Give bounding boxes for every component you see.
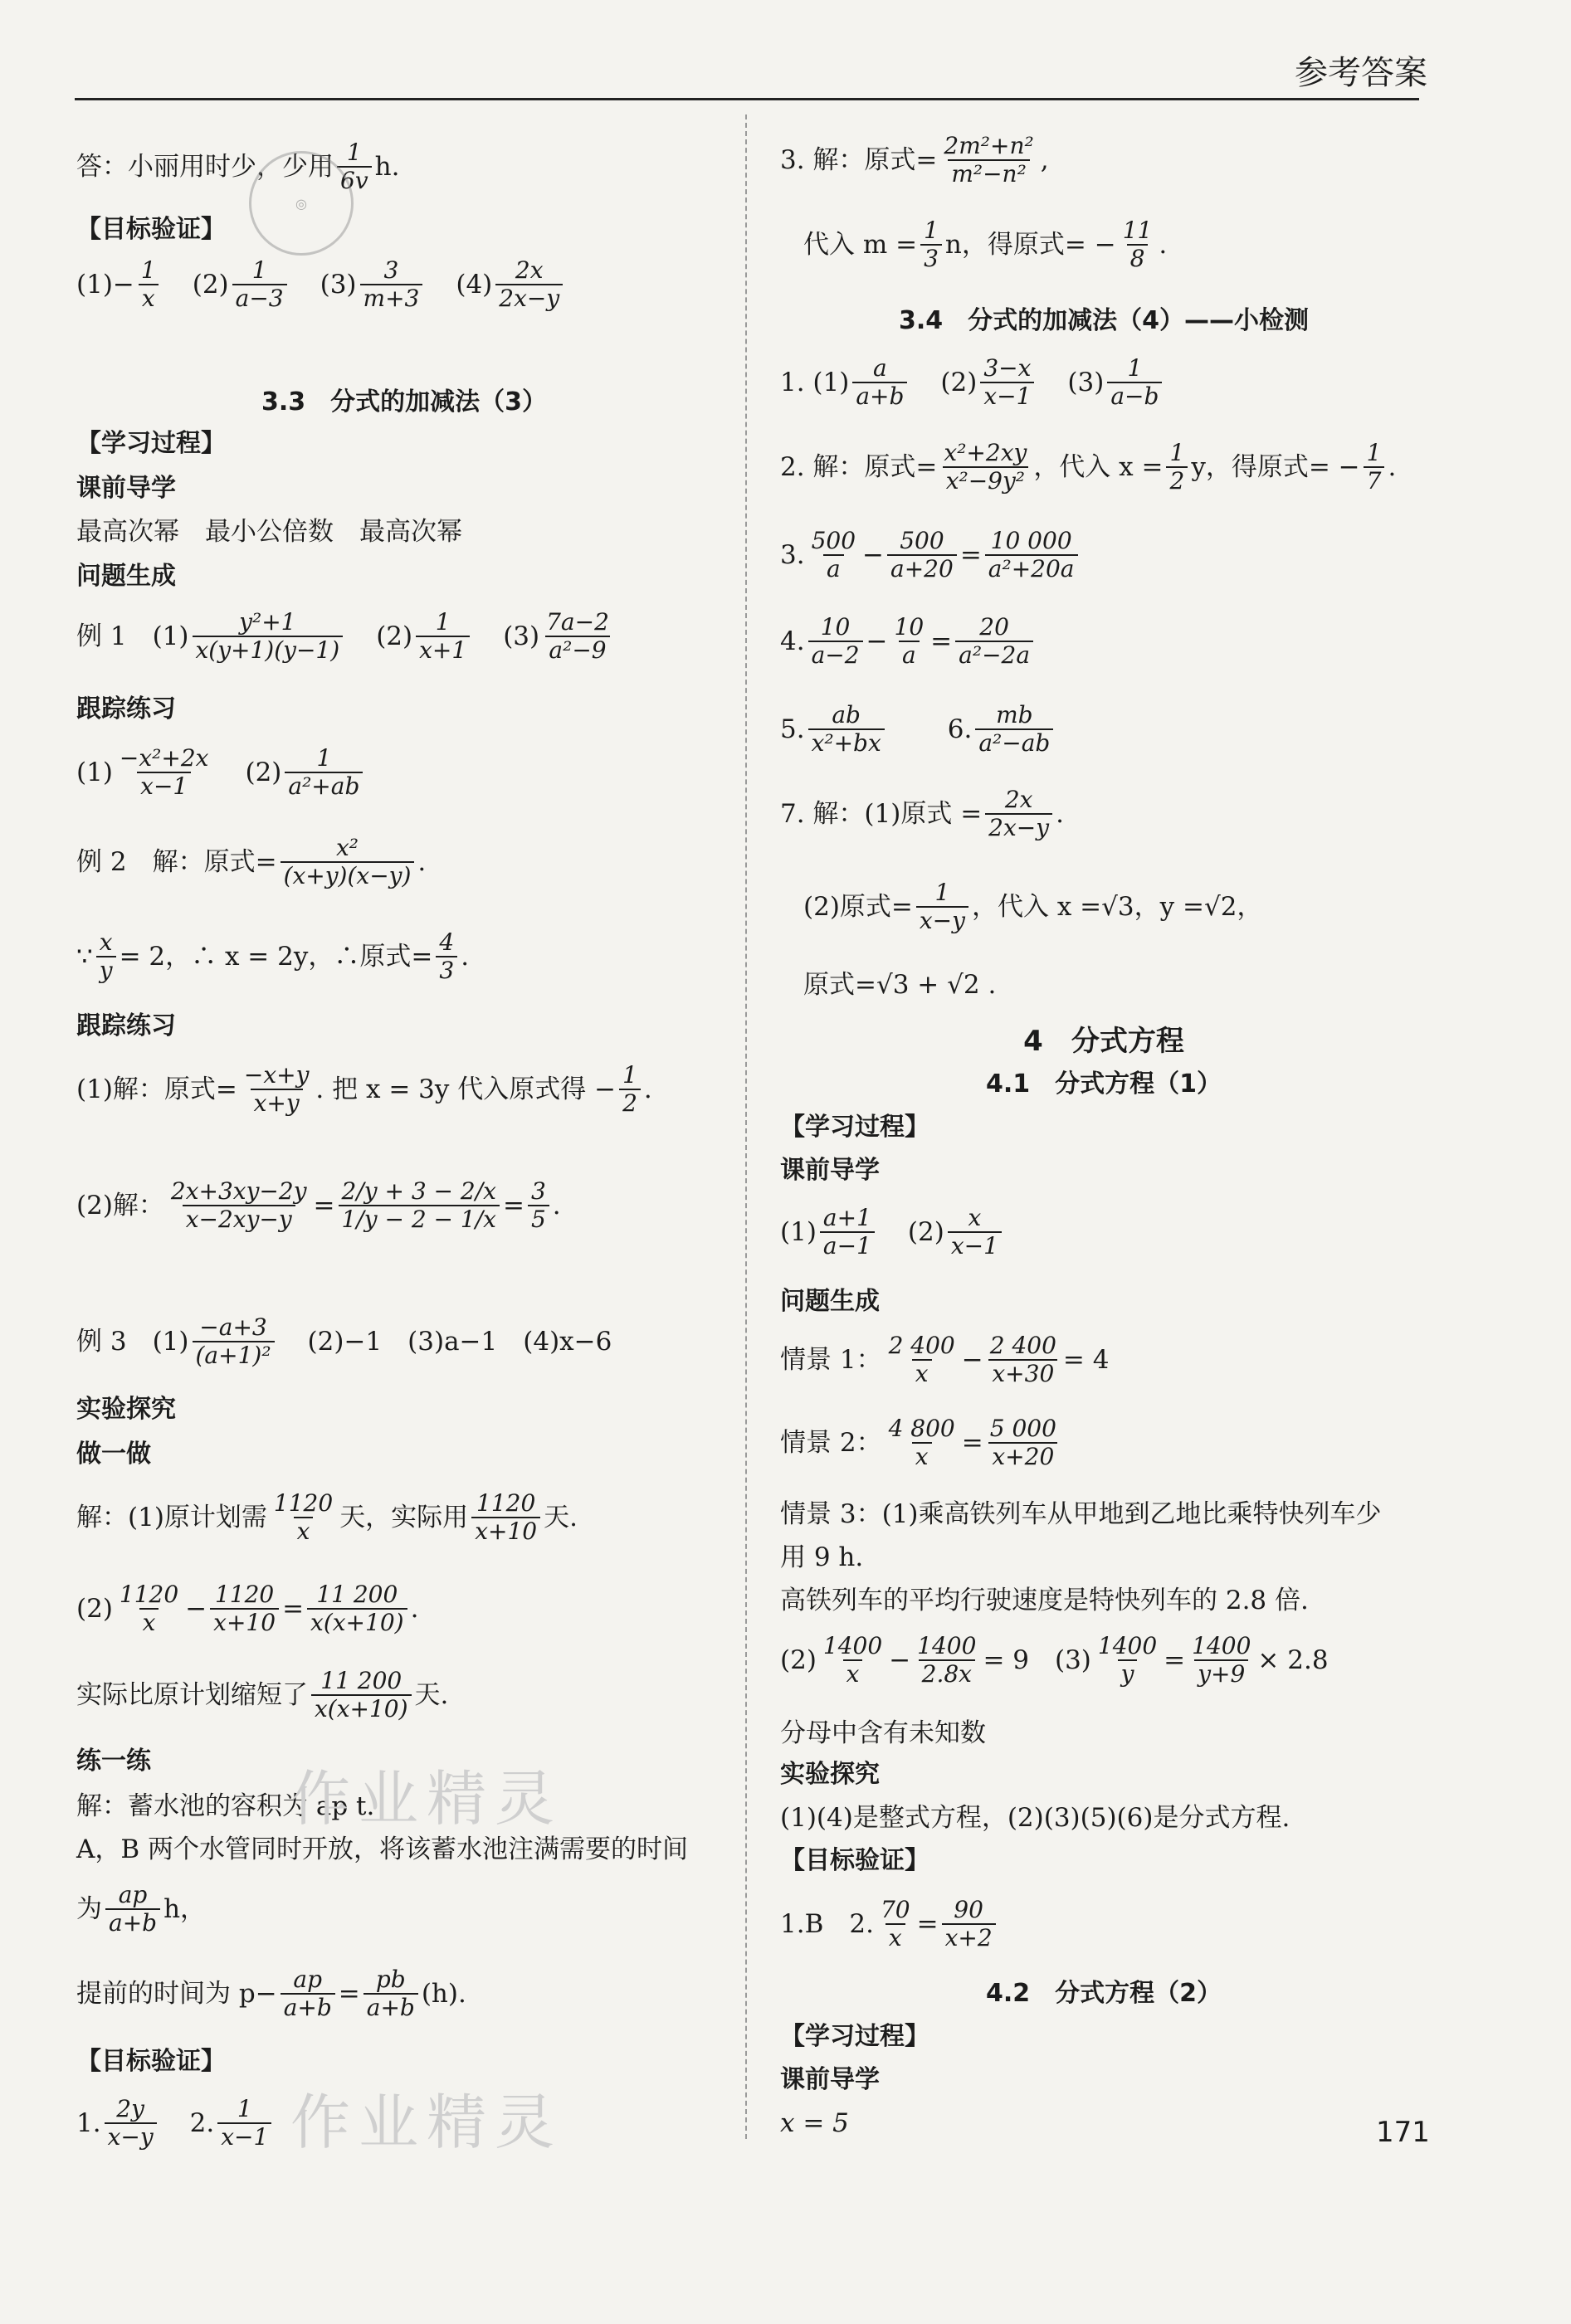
goal-heading-r: 【目标验证】 xyxy=(780,1846,929,1875)
pre-study-answers: (1) $\frac{a+1}{a-1}$ (2) $\frac{x}{x-1}$ xyxy=(780,1205,1005,1259)
example-2-solution: ∵ $\frac{x}{y}$ = 2，∴ x = 2y，∴原式= $\frac{4}{3}$ . xyxy=(76,928,470,985)
example-1: 例 1 (1) $\frac{\text{y²+1}}{x(y+1)(y-1)}$ (2) $\frac{1}{x+1}$ (3) $\frac{7a-2}{\text{a²−9}}$ xyxy=(76,608,609,665)
section-4-2-title: 4.2 分式方程（2） xyxy=(985,1979,1222,2008)
experiment-heading: 实验探究 xyxy=(76,1395,176,1424)
quiz-3: 3. $\frac{500}{a}$ − $\frac{500}{a+20}$ = $\frac{10 000}{\text{a²+20a}}$ xyxy=(780,528,1081,582)
page-header-title: 参考答案 xyxy=(1295,54,1427,92)
problem-heading: 问题生成 xyxy=(76,562,176,591)
practice-line-4: 提前的时间为 p− $\frac{ap}{a+b}$ = $\frac{pb}{a+b}$ (h). xyxy=(76,1966,466,2022)
learning-process-heading: 【学习过程】 xyxy=(76,429,226,458)
answer-line xyxy=(76,139,399,194)
quiz-7b: (2)原式= $\frac{1}{x-y}$ ，代入 x =√3，y =√2， xyxy=(803,879,1263,935)
answer-unit: h. xyxy=(374,151,400,182)
do-it-line-2: (2) $\frac{1120}{x}$ − $\frac{1120}{x+10}$ = $\frac{11 200}{x(x+10)}$ . xyxy=(76,1581,419,1637)
scenario-3-line-3: 高铁列车的平均行驶速度是特快列车的 2.8 倍. xyxy=(780,1586,1309,1615)
section-3-4-title: 3.4 分式的加减法（4）——小检测 xyxy=(898,306,1310,335)
pre-study-heading-r2: 课前导学 xyxy=(780,2065,880,2094)
do-it-line-3: 实际比原计划缩短了 $\frac{11 200}{x(x+10)}$ 天. xyxy=(76,1667,449,1723)
tracking-answer-2a: (1)解：原式= $\frac{-x+y}{x+y}$ . 把 x = 3y 代入原式得 − $\frac{1}{2}$ . xyxy=(76,1061,652,1118)
learning-process-heading-r2: 【学习过程】 xyxy=(780,2022,929,2051)
header-rule xyxy=(75,98,1419,100)
scenario-3-line-1: 情景 3：(1)乘高铁列车从甲地到乙地比乘特快列车少 xyxy=(780,1499,1382,1529)
fraction: $\frac{1}{6v}$ xyxy=(337,139,372,194)
learning-process-heading-r: 【学习过程】 xyxy=(780,1113,929,1142)
goal-answers-2: 1. $\frac{2y}{x-y}$ 2. $\frac{1}{x-1}$ xyxy=(76,2096,275,2151)
tracking-answer-2b: (2)解： $\frac{2x+3xy-2y}{x-2xy-y}$ = $\frac{2/y + 3 - 2/x}{1/y - 2 - 1/x}$ = $\frac{3}{5}$ . xyxy=(76,1177,561,1234)
answer-text: 答：小丽用时少，少用 xyxy=(76,151,334,182)
pre-study-heading-r: 课前导学 xyxy=(780,1156,880,1185)
scenario-1: 情景 1： $\frac{2 400}{x}$ − $\frac{2 400}{x+30}$ = 4 xyxy=(780,1332,1110,1388)
answer-3: 3. 解：原式= $\frac{\text{2m²+n²}}{\text{m²−n²}}$ , xyxy=(780,132,1049,188)
experiment-text: (1)(4)是整式方程，(2)(3)(5)(6)是分式方程. xyxy=(780,1803,1290,1833)
section-4-1-title: 4.1 分式方程（1） xyxy=(985,1069,1222,1099)
quiz-7c: 原式=√3 + √2 . xyxy=(803,970,997,1000)
practice-line-1: 解：蓄水池的容积为 ap t. xyxy=(76,1791,375,1821)
chapter-4-title: 4 分式方程 xyxy=(1023,1025,1184,1058)
practice-heading: 练一练 xyxy=(76,1747,151,1776)
scenario-2: 情景 2： $\frac{4 800}{x}$ = $\frac{5 000}{x+20}$ xyxy=(780,1415,1056,1471)
watermark-2: 作业精灵 xyxy=(290,2088,564,2157)
quiz-5-6: 5. $\frac{ab}{\text{x²+bx}}$ 6. $\frac{mb}{\text{a²−ab}}$ xyxy=(780,702,1056,757)
pre-study-text: 最高次幂 最小公倍数 最高次幂 xyxy=(76,517,462,547)
scenario-3-equations: (2) $\frac{1400}{x}$ − $\frac{1400}{2.8x}$ = 9 (3) $\frac{1400}{y}$ = $\frac{1400}{y+9}$ × 2.8 xyxy=(780,1632,1329,1688)
quiz-1: 1. (1) $\frac{a}{a+b}$ (2) $\frac{3-x}{x-1}$ (3) $\frac{1}{a-b}$ xyxy=(780,355,1165,410)
do-it-heading: 做一做 xyxy=(76,1440,151,1469)
tracking-answers-1: (1) $\frac{\text{−x²+2x}}{x-1}$ (2) $\frac{1}{\text{a²+ab}}$ xyxy=(76,745,366,800)
example-3: 例 3 (1) $\frac{-a+3}{\text{(a+1)²}}$ (2)−1 (3)a−1 (4)x−6 xyxy=(76,1313,612,1370)
pre-study-heading: 课前导学 xyxy=(76,474,176,503)
practice-line-3: 为 $\frac{ap}{a+b}$ h， xyxy=(76,1881,207,1937)
pre-study-answer-r2: x = 5 xyxy=(780,2108,849,2138)
quiz-7: 7. 解：(1)原式 = $\frac{2x}{2x-y}$ . xyxy=(780,786,1064,842)
problem-heading-r: 问题生成 xyxy=(780,1287,880,1316)
goal-heading-1: 【目标验证】 xyxy=(76,215,226,244)
quiz-2: 2. 解：原式= $\frac{\text{x²+2xy}}{\text{x²−9y²}}$ ，代入 x = $\frac{1}{2}$ y，得原式= − $\frac{1}{7}$ . xyxy=(780,439,1397,495)
section-3-3-title: 3.3 分式的加减法（3） xyxy=(261,387,548,417)
example-2: 例 2 解：原式= $\frac{\text{x²}}{(x+y)(x-y)}$ . xyxy=(76,834,427,890)
answer-3-substitute: 代入 m = $\frac{1}{3}$ n，得原式= − $\frac{11}{8}$ . xyxy=(803,217,1168,273)
experiment-heading-r: 实验探究 xyxy=(780,1760,880,1789)
goal-heading-2: 【目标验证】 xyxy=(76,2047,226,2076)
tracking-heading-1: 跟踪练习 xyxy=(76,694,176,724)
column-divider xyxy=(745,114,747,2139)
page-number: 171 xyxy=(1376,2116,1430,2149)
scenario-3-note: 分母中含有未知数 xyxy=(780,1718,986,1748)
stamp-seal-icon: ◎ xyxy=(249,151,354,256)
goal-answers-r: 1.B 2. $\frac{70}{x}$ = $\frac{90}{x+2}$ xyxy=(780,1897,999,1951)
watermark-1: 作业精灵 xyxy=(290,1764,564,1834)
quiz-4: 4. $\frac{10}{a-2}$ − $\frac{10}{a}$ = $\frac{20}{\text{a²−2a}}$ xyxy=(780,614,1037,669)
tracking-heading-2: 跟踪练习 xyxy=(76,1011,176,1040)
scenario-3-line-2: 用 9 h. xyxy=(780,1542,864,1572)
practice-line-2: A，B 两个水管同时开放，将该蓄水池注满需要的时间 xyxy=(76,1834,689,1864)
goal-answers-1: (1)− $\frac{1}{x}$ (2) $\frac{1}{a-3}$ (3) $\frac{3}{m+3}$ (4) $\frac{2x}{2x-y}$ xyxy=(76,257,566,312)
do-it-line-1: 解：(1)原计划需 $\frac{1120}{x}$ 天，实际用 $\frac{1120}{x+10}$ 天. xyxy=(76,1489,578,1546)
